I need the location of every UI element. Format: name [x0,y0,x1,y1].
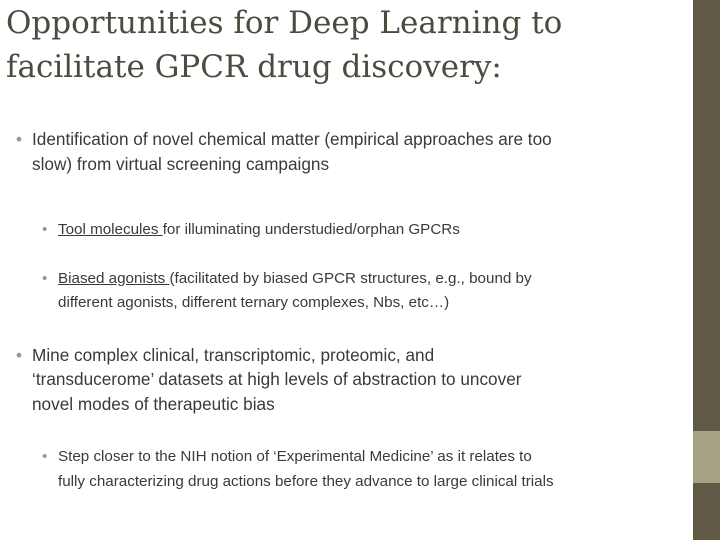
bullet-marker: • [16,129,23,149]
bullet-text-line: (facilitated by biased GPCR structures, e.g., bound by [169,269,532,287]
bullet-text-line: different agonists, different ternary complexes, Nbs, etc…) [58,294,450,311]
bullet-marker: • [16,344,23,365]
title-line-1: Opportunities for Deep Learning to [6,5,563,41]
sub-bullet-item-experimental-medicine [42,445,676,494]
bullet-marker: • [42,269,48,287]
bullet-text-line: ‘transducerome’ datasets at high levels of abstraction to uncover [32,369,522,389]
sidebar-dark-band-top [693,0,720,431]
bullet-item-novel-chemical-matter [16,127,676,176]
slide-body [16,127,676,494]
bullet-marker: • [42,221,48,238]
bullet-text-line: fully characterizing drug actions before they advance to large clinical trials [58,472,554,490]
bullet-text-line: for illuminating understudied/orphan GPCRs [162,221,460,238]
underlined-term: Tool molecules [58,221,163,238]
bullet-text-line: slow) from virtual screening campaigns [32,153,330,174]
bullet-text-line: Step closer to the NIH notion of ‘Experimental Medicine’ as it relates to [58,448,532,465]
sidebar-accent-band [693,431,720,483]
bullet-marker: • [42,448,48,465]
title-line-2: facilitate GPCR drug discovery: [6,49,502,85]
slide-title [6,1,686,89]
underlined-term: Biased agonists [58,269,170,287]
bullet-text-line: Identification of novel chemical matter (empirical approaches are too [32,129,552,149]
bullet-item-mine-datasets [16,343,676,417]
sidebar-decoration [693,0,720,540]
sidebar-dark-band-bottom [693,483,720,540]
bullet-text-line: Mine complex clinical, transcriptomic, proteomic, and [32,344,435,365]
bullet-text-line: novel modes of therapeutic bias [32,393,275,414]
sub-bullet-item-biased-agonists [42,267,676,316]
sub-bullet-item-tool-molecules [42,218,676,243]
